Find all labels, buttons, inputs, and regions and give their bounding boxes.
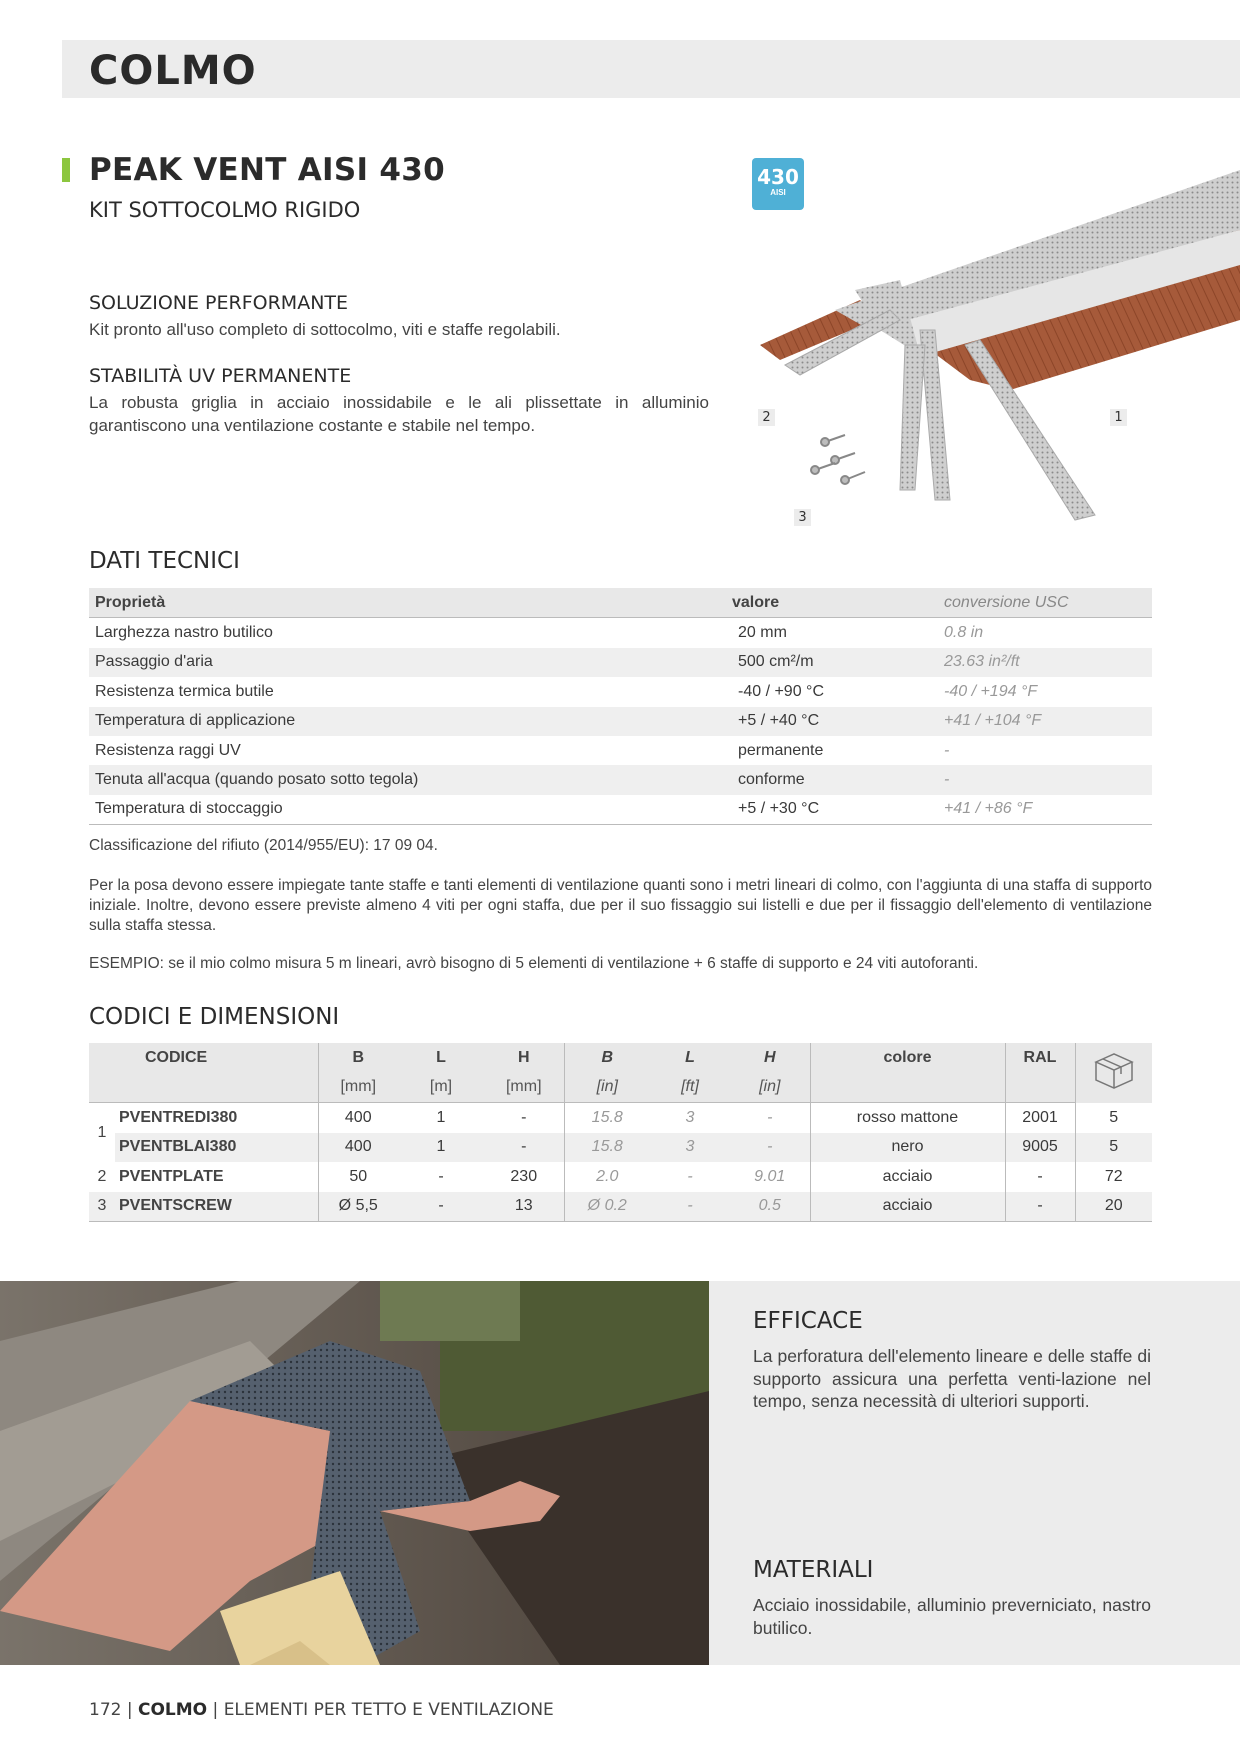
color-cell: nero xyxy=(810,1133,1005,1163)
value-cell: +5 / +30 °C xyxy=(726,795,938,825)
codes-units-row xyxy=(89,1073,1152,1103)
value-cell: -40 / +90 °C xyxy=(738,682,824,700)
package-header xyxy=(1075,1043,1152,1103)
column-header: H xyxy=(730,1043,810,1073)
h-cell: - xyxy=(484,1103,564,1133)
column-header: conversione USC xyxy=(938,588,1152,618)
efficace-heading: EFFICACE xyxy=(753,1308,863,1334)
value-cell: permanente xyxy=(738,741,824,759)
property-cell: Resistenza raggi UV xyxy=(95,741,241,759)
b-in-cell: Ø 0.2 xyxy=(564,1192,650,1222)
property-cell: Tenuta all'acqua (quando posato sotto tegola) xyxy=(89,765,726,794)
property-cell: Resistenza termica butile xyxy=(95,682,274,700)
ral-cell: 2001 xyxy=(1005,1103,1075,1133)
section-header-band xyxy=(62,40,1240,98)
code-cell: PVENTPLATE xyxy=(115,1162,318,1192)
ral-cell: - xyxy=(1005,1192,1075,1222)
materiali-heading: MATERIALI xyxy=(753,1557,874,1583)
b-in-cell: 15.8 xyxy=(564,1133,650,1163)
unit-header: [ft] xyxy=(650,1073,730,1103)
property-cell: Passaggio d'aria xyxy=(89,648,726,677)
ral-cell: - xyxy=(1005,1162,1075,1192)
value-cell: +5 / +40 °C xyxy=(726,707,938,736)
product-illustration xyxy=(750,170,1240,570)
h-in-cell: - xyxy=(730,1133,810,1163)
l-cell: - xyxy=(438,1167,444,1185)
l-ft-cell: - xyxy=(687,1167,693,1185)
property-cell: Larghezza nastro butilico xyxy=(95,624,273,642)
column-header: CODICE xyxy=(115,1043,318,1073)
example-label: ESEMPIO: xyxy=(89,955,164,972)
table-row xyxy=(89,618,1152,648)
footer-separator: | xyxy=(126,1700,133,1720)
materiali-text: Acciaio inossidabile, alluminio preverniciato, nastro butilico. xyxy=(753,1595,1151,1638)
column-header: colore xyxy=(810,1043,1005,1073)
pieces-cell: 5 xyxy=(1109,1108,1119,1126)
value-cell: 20 mm xyxy=(738,624,787,642)
unit-header: [in] xyxy=(564,1073,650,1103)
usc-cell: +41 / +104 °F xyxy=(938,707,1152,736)
usc-cell: +41 / +86 °F xyxy=(938,795,1152,825)
codes-table xyxy=(89,1043,1152,1222)
table-row xyxy=(89,1133,1152,1163)
row-number: 2 xyxy=(97,1167,107,1185)
tech-heading: DATI TECNICI xyxy=(89,548,240,574)
l-cell: - xyxy=(398,1192,484,1222)
l-ft-cell: 3 xyxy=(650,1133,730,1163)
page-footer xyxy=(89,1700,554,1720)
table-row xyxy=(89,1103,1152,1133)
codes-heading: CODICI E DIMENSIONI xyxy=(89,1004,340,1030)
codes-header-row xyxy=(89,1043,1152,1073)
l-cell: 1 xyxy=(436,1108,446,1126)
h-in-cell: 0.5 xyxy=(730,1192,810,1222)
code-cell: PVENTBLAI380 xyxy=(115,1133,318,1163)
column-header: L xyxy=(650,1043,730,1073)
table-row xyxy=(89,648,1152,677)
b-cell: Ø 5,5 xyxy=(318,1192,398,1222)
product-title: PEAK VENT AISI 430 xyxy=(89,152,446,188)
pieces-cell: 72 xyxy=(1104,1167,1123,1185)
usc-cell: 0.8 in xyxy=(944,624,984,642)
l-ft-cell: - xyxy=(650,1192,730,1222)
table-row xyxy=(89,736,1152,765)
usc-cell: 23.63 in²/ft xyxy=(938,648,1152,677)
table-row xyxy=(89,765,1152,794)
table-row xyxy=(89,1162,1152,1192)
unit-header: [mm] xyxy=(484,1073,564,1103)
column-header: B xyxy=(318,1043,398,1073)
product-subtitle: KIT SOTTOCOLMO RIGIDO xyxy=(89,198,361,222)
pieces-cell: 20 xyxy=(1075,1192,1152,1222)
color-cell: rosso mattone xyxy=(810,1103,1005,1133)
efficace-text: La perforatura dell'elemento lineare e delle staffe di supporto assicura una perfetta venti-lazione nel tempo, senza necessità di ulteriori supporti. xyxy=(753,1346,1151,1411)
callout-2: 2 xyxy=(758,409,775,426)
footer-category: ELEMENTI PER TETTO E VENTILAZIONE xyxy=(223,1700,554,1720)
h-cell: 13 xyxy=(484,1192,564,1222)
column-header: H xyxy=(484,1043,564,1073)
b-in-cell: 2.0 xyxy=(596,1167,619,1185)
column-header: Proprietà xyxy=(89,588,726,618)
property-cell: Temperatura di stoccaggio xyxy=(89,795,726,825)
b-cell: 400 xyxy=(344,1108,372,1126)
usc-cell: -40 / +194 °F xyxy=(944,682,1038,700)
callout-1: 1 xyxy=(1110,409,1127,426)
h-in-cell: - xyxy=(730,1103,810,1133)
feature-heading-1: SOLUZIONE PERFORMANTE xyxy=(89,292,349,314)
section-title: COLMO xyxy=(89,48,257,94)
column-header: L xyxy=(398,1043,484,1073)
example-note xyxy=(89,954,1152,974)
column-header: RAL xyxy=(1005,1043,1075,1073)
table-row xyxy=(89,795,1152,825)
footer-separator: | xyxy=(212,1700,219,1720)
unit-header: [mm] xyxy=(318,1073,398,1103)
table-row xyxy=(89,677,1152,706)
classification-note: Classificazione del rifiuto (2014/955/EU): 17 09 04. xyxy=(89,837,438,854)
table-row xyxy=(89,707,1152,736)
property-cell: Temperatura di applicazione xyxy=(89,707,726,736)
h-in-cell: 9.01 xyxy=(730,1162,810,1192)
tech-data-table xyxy=(89,588,1152,825)
badge-label: AISI xyxy=(770,188,786,197)
unit-header: [in] xyxy=(730,1073,810,1103)
installation-note: Per la posa devono essere impiegate tante staffe e tanti elementi di ventilazione quanti sono i metri lineari di colmo, con l'aggiunta di una staffa di supporto iniziale. Inoltre, devono essere previste almeno 4 viti per ogni staffa, due per il suo fissaggio sui listelli e due per il fissaggio dell'elemento di ventilazione sulla staffa stessa. xyxy=(89,877,1152,934)
installation-photo xyxy=(0,1281,709,1665)
tech-header-row xyxy=(89,588,1152,618)
ral-cell: 9005 xyxy=(1005,1133,1075,1163)
box-icon xyxy=(1092,1050,1136,1090)
accent-bar xyxy=(62,158,70,182)
color-cell: acciaio xyxy=(810,1162,1005,1192)
l-cell: 1 xyxy=(398,1133,484,1163)
value-cell: conforme xyxy=(726,765,938,794)
h-cell: 230 xyxy=(484,1162,564,1192)
page-number: 172 xyxy=(89,1700,122,1720)
color-cell: acciaio xyxy=(810,1192,1005,1222)
example-text: se il mio colmo misura 5 m lineari, avrò bisogno di 5 elementi di ventilazione + 6 staffe di supporto e 24 viti autoforanti. xyxy=(163,955,979,972)
b-cell: 50 xyxy=(349,1167,368,1185)
badge-number: 430 xyxy=(757,165,799,189)
callout-3: 3 xyxy=(794,509,811,526)
usc-cell: - xyxy=(938,765,1152,794)
column-header: valore xyxy=(726,588,938,618)
footer-section: COLMO xyxy=(138,1700,208,1720)
feature-text-2: La robusta griglia in acciaio inossidabile e le ali plissettate in alluminio garantiscono una ventilazione costante e stabile nel tempo. xyxy=(89,393,709,435)
unit-header: [m] xyxy=(398,1073,484,1103)
code-cell: PVENTREDI380 xyxy=(115,1103,318,1133)
h-cell: - xyxy=(484,1133,564,1163)
feature-heading-2: STABILITÀ UV PERMANENTE xyxy=(89,365,352,387)
b-cell: 400 xyxy=(318,1133,398,1163)
feature-text-1: Kit pronto all'uso completo di sottocolmo, viti e staffe regolabili. xyxy=(89,320,561,339)
column-header: B xyxy=(564,1043,650,1073)
code-cell: PVENTSCREW xyxy=(115,1192,318,1222)
table-row xyxy=(89,1192,1152,1222)
b-in-cell: 15.8 xyxy=(591,1108,623,1126)
pieces-cell: 5 xyxy=(1075,1133,1152,1163)
l-ft-cell: 3 xyxy=(685,1108,695,1126)
usc-cell: - xyxy=(944,741,950,759)
group-number: 1 xyxy=(97,1123,107,1141)
row-number: 3 xyxy=(89,1192,115,1222)
value-cell: 500 cm²/m xyxy=(726,648,938,677)
